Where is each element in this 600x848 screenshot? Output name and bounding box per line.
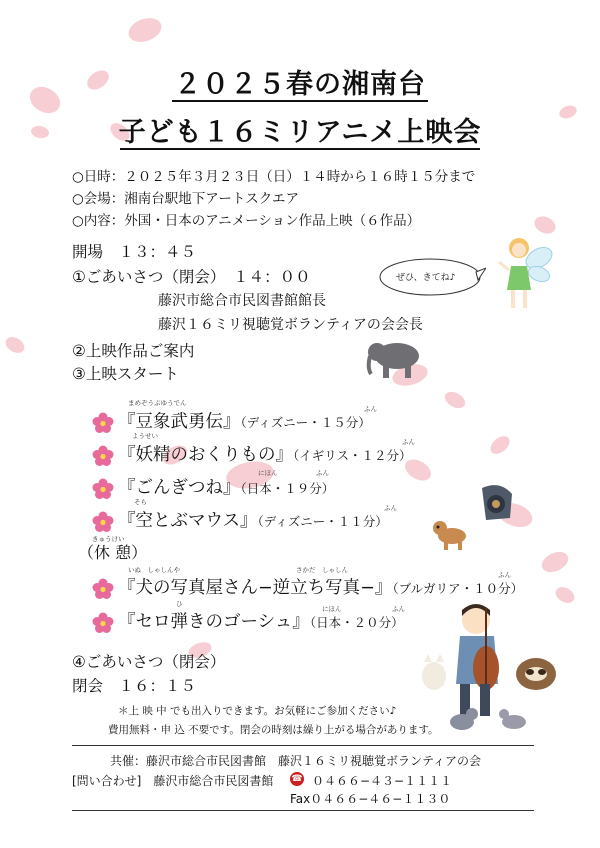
film-title: 『空とぶマウス』 (118, 511, 258, 531)
film-meta: （イギリス・１２分） (293, 448, 412, 463)
film-title: 『妖精のおくりもの』 (118, 445, 293, 465)
film-item-4 (92, 507, 388, 533)
ruby-fun: ふん (364, 405, 377, 413)
ruby-film1: まめぞうぶゆうでん (128, 399, 187, 407)
sakura-flower-icon (92, 445, 114, 467)
footer-fax: Fax０４６６−４６−１１３０ (290, 792, 451, 806)
film-title: 『犬の写真屋さん−逆立ち写真−』 (118, 578, 393, 598)
program-start: ③上映スタート (72, 365, 179, 383)
info-content: ○内容：外国・日本のアニメーション作品上映（６作品） (72, 213, 421, 229)
sakura-flower-icon (92, 612, 114, 634)
film-meta: （日本・１９分） (240, 481, 335, 496)
ruby-break: きゅうけい (92, 535, 125, 543)
phone-icon: ☎ (291, 774, 303, 784)
ruby-film3: にほん (258, 469, 278, 477)
projector-dog-illustration (430, 478, 516, 554)
footer-sponsor: 共催：藤沢市総合市民図書館 藤沢１６ミリ視聴覚ボランティアの会 (110, 754, 482, 768)
ruby-film4: そら (134, 498, 147, 506)
film-item-3 (92, 474, 334, 500)
title-underline-2 (120, 148, 480, 150)
sakura-flower-icon (92, 578, 114, 600)
program-open: 開場 １３：４５ (72, 243, 197, 261)
note-1: ＊上 映 中 でも出入りできます。お気軽にご参加ください♪ (118, 705, 397, 717)
footer-tel: ０４６６−４３−１１１１ (312, 774, 453, 788)
ruby-film6b: にほん (322, 605, 342, 613)
program-guide: ②上映作品ご案内 (72, 342, 195, 360)
bubble-text: ぜひ、きてね♪ (396, 273, 456, 283)
film-title: 『セロ弾きのゴーシュ』 (118, 612, 310, 632)
program-close: 閉会 １６：１５ (72, 677, 197, 695)
program-greeting1: ①ごあいさつ（閉会） １４：００ (72, 268, 311, 286)
program-break: （休 憩） (78, 543, 148, 562)
footer-contact: [問い合わせ] 藤沢市総合市民図書館 (72, 774, 274, 788)
film-item-5 (92, 574, 523, 600)
ruby-fun: ふん (402, 438, 415, 446)
footer-divider-bottom (72, 810, 534, 811)
elephant-illustration (365, 338, 427, 380)
sakura-flower-icon (92, 412, 114, 434)
title-line2: 子ども１６ミリアニメ上映会 (118, 117, 482, 148)
title-line1: ２０２５春の湘南台 (174, 69, 426, 100)
title-underline-1 (172, 100, 428, 102)
fairy-illustration (495, 232, 557, 314)
note-2: 費用無料・申 込 不要です。閉会の時刻は繰り上がる場合があります。 (108, 724, 439, 736)
ruby-fun: ふん (316, 469, 329, 477)
film-meta: （ディズニー・１５分） (240, 415, 371, 430)
ruby-fun: ふん (384, 504, 397, 512)
film-item-6 (92, 608, 404, 634)
film-title: 『豆象武勇伝』 (118, 412, 241, 432)
ruby-film5b: さかだ しゃしん (296, 566, 348, 574)
film-meta: （日本・２０分） (309, 615, 404, 630)
ruby-fun: ふん (498, 571, 511, 579)
film-title: 『ごんぎつね』 (118, 478, 241, 498)
info-venue: ○会場：湘南台駅地下アートスクエア (72, 191, 299, 207)
ruby-film6a: ひ (176, 600, 183, 608)
bird-mouse-illustration (448, 700, 538, 734)
ruby-fun: ふん (392, 605, 405, 613)
sakura-flower-icon (92, 478, 114, 500)
film-meta: （ディズニー・１１分） (257, 514, 388, 529)
film-item-2 (92, 441, 412, 467)
program-speaker2: 藤沢１６ミリ視聴覚ボランティアの会会長 (158, 317, 423, 333)
film-meta: （ブルガリア・１０分） (392, 581, 524, 596)
program-greeting2: ④ごあいさつ（閉会） (72, 653, 226, 671)
sakura-flower-icon (92, 511, 114, 533)
info-datetime: ○日時：２０２５年３月２３日（日）１４時から１６時１５分まで (72, 169, 476, 185)
film-item-1 (92, 408, 371, 434)
ruby-film2: ようせい (132, 432, 158, 440)
program-speaker1: 藤沢市総合市民図書館館長 (158, 293, 326, 309)
footer-divider-top (72, 745, 534, 746)
ruby-film5a: いぬ しゃしんや (128, 566, 180, 574)
